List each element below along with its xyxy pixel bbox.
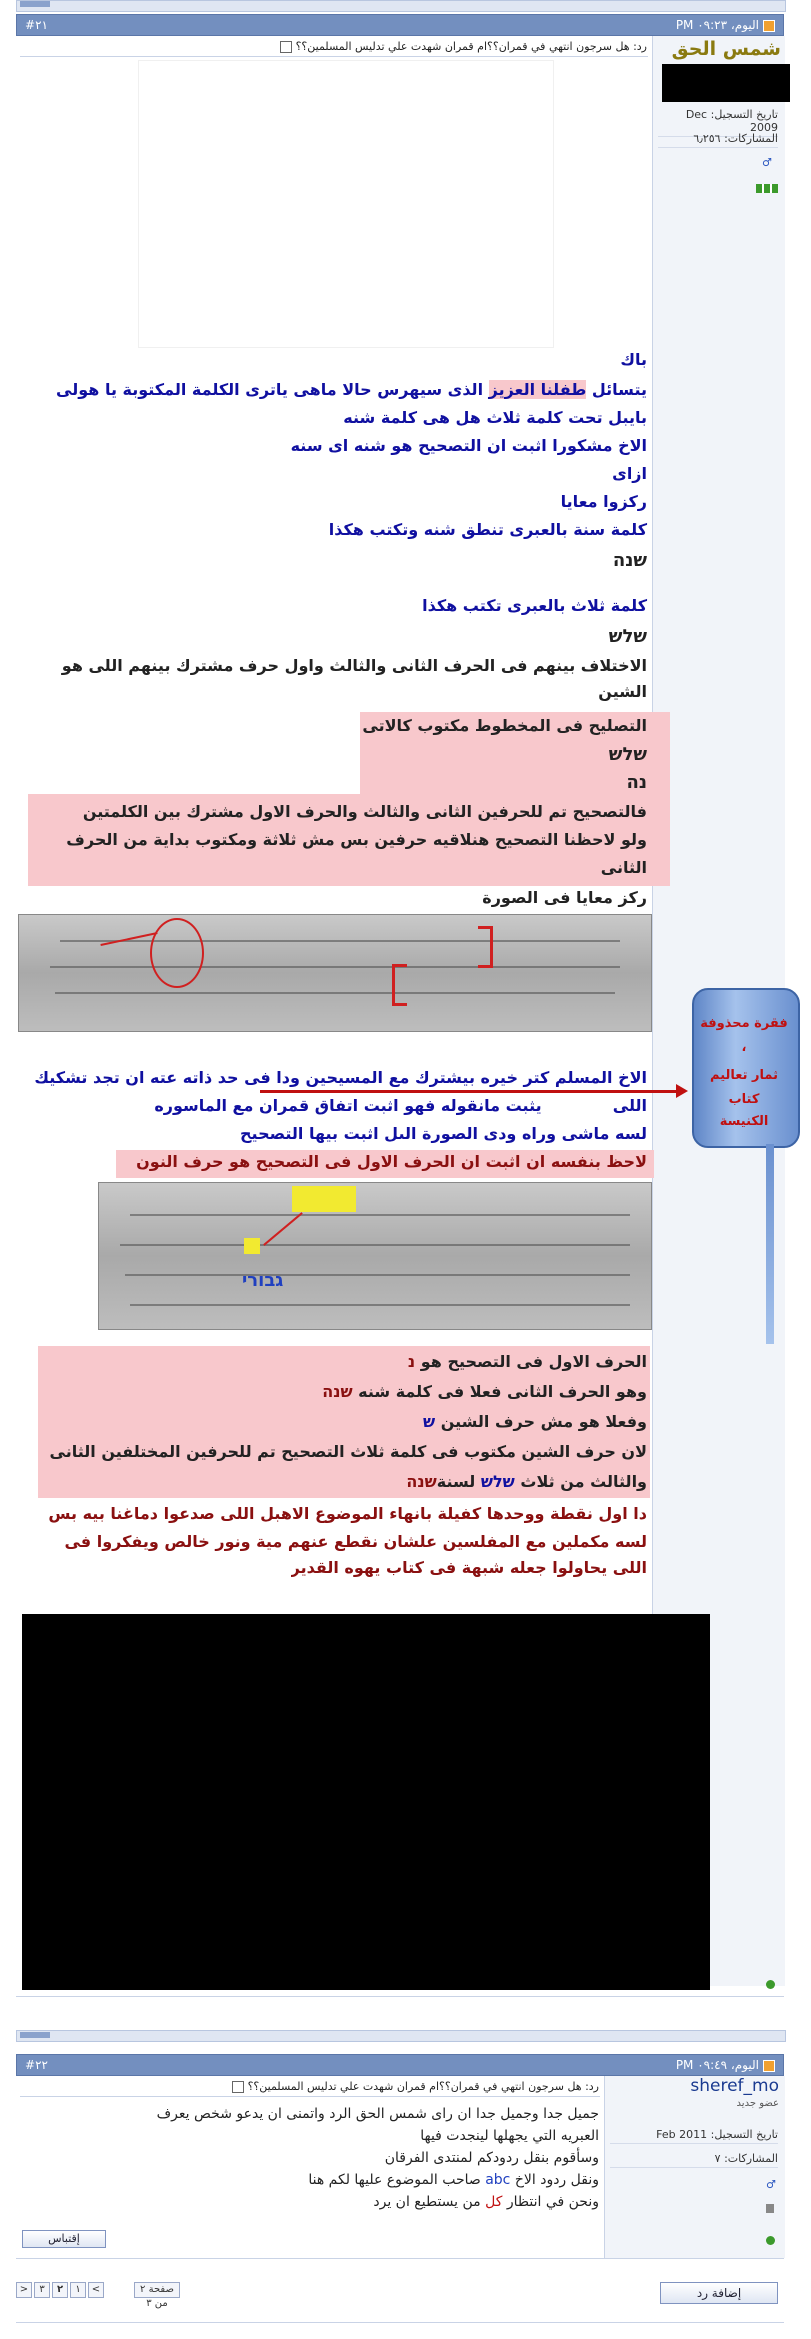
pagination-page-2[interactable]: ٢ [52, 2282, 68, 2298]
redacted-black-block [22, 1614, 710, 1990]
post-icon [763, 2060, 775, 2072]
hebrew-word: שנה [612, 550, 647, 571]
post-line: اللى يحاولوا جعله شبهة فى كتاب يهوه القدير [290, 1558, 647, 1577]
red-arrow-head [676, 1084, 688, 1098]
manuscript-image[interactable] [98, 1182, 652, 1330]
post-line: التصليح فى المخطوط مكتوب كالاتى [362, 716, 647, 735]
post-header-bar [16, 2054, 784, 2076]
post-line [406, 1472, 647, 1491]
pagination-page-1[interactable]: ١ [70, 2282, 86, 2298]
posts-value: ٦٫٢٥٦ [693, 132, 721, 145]
hebrew-word: שנה [322, 1382, 353, 1401]
quote-button-label: إقتباس [48, 2232, 80, 2245]
post-line: العبريه التي يجهلها لينجدت فيها [420, 2128, 599, 2144]
post-line: لسه ماشى وراه ودى الصورة الىل اثبت بيها التصحيح [240, 1124, 647, 1143]
top-strip-handle[interactable] [20, 1, 50, 7]
join-value: Feb 2011 [656, 2128, 708, 2141]
callout-text: فقرة محذوفة [700, 1016, 788, 1031]
post-count [610, 2150, 778, 2168]
posts-label: المشاركات: [724, 132, 778, 145]
red-bracket-marker [478, 926, 493, 968]
pagination-prev[interactable]: < [88, 2282, 104, 2298]
post-top-strip-handle[interactable] [20, 2032, 50, 2038]
hebrew-word: שלש [608, 626, 647, 647]
callout-text: كتاب [728, 1092, 760, 1107]
post-title [179, 2080, 599, 2093]
post-line-part: ونحن في انتظار [506, 2194, 599, 2210]
page-indicator: صفحة ٢ من ٣ [134, 2282, 180, 2298]
red-bracket-marker [392, 964, 407, 1006]
post-line-part: صاحب الموضوع عليها لكم هنا [308, 2172, 481, 2188]
username-link[interactable]: شمس الحق [671, 38, 781, 60]
online-status-icon [766, 2236, 775, 2245]
pagination-page-3[interactable]: ٣ [34, 2282, 50, 2298]
post-line: الاخ المسلم كتر خيره بيشترك مع المسيحين ودا فى حد ذاته عته ان تجد تشكيك [34, 1068, 647, 1087]
hebrew-label-gibori: גבורי [242, 1270, 284, 1291]
post-line [56, 380, 647, 399]
post-title-icon [280, 41, 292, 53]
gender-icon: ♂ [766, 2178, 776, 2191]
join-value: Dec 2009 [685, 108, 778, 134]
post-line: لان حرف الشين مكتوب فى كلمة ثلاث التصحيح تم للحرفين المختلفين الثانى [49, 1442, 647, 1461]
post-line: ركزوا معايا [560, 492, 647, 511]
post-number-link[interactable]: #٢٢ [25, 2058, 48, 2072]
red-arrow-line [260, 1090, 680, 1093]
post-title-icon [232, 2081, 244, 2093]
post-footer-line [16, 1996, 784, 1997]
post-line [308, 2172, 599, 2188]
post-footer-line [16, 2258, 784, 2259]
yellow-highlight-marker [292, 1186, 356, 1212]
red-circle-marker [150, 918, 204, 988]
post-line-part: abc [485, 2172, 511, 2188]
manuscript-line [130, 1214, 630, 1216]
post-date-text: اليوم، ٠٩:٤٩ PM [675, 2058, 759, 2072]
quote-button[interactable] [22, 2230, 106, 2248]
join-label: تاريخ التسجيل: [710, 2128, 778, 2141]
manuscript-line [60, 940, 620, 942]
post-header-bar [16, 14, 784, 36]
post-line [408, 1352, 647, 1371]
post-line [154, 1096, 647, 1115]
manuscript-line [130, 1304, 630, 1306]
manuscript-image[interactable] [18, 914, 652, 1032]
post-line: الاختلاف بينهم فى الحرف الثانى والثالث واول حرف مشترك بينهم اللى هو [61, 656, 647, 675]
post-line: لاحظ بنفسه ان اثبت ان الحرف الاول فى التصحيح هو حرف النون [136, 1152, 647, 1171]
manuscript-line [50, 966, 620, 968]
online-status-icon [766, 1980, 775, 1989]
post-line-part: ونقل ردود الاخ [514, 2172, 599, 2188]
callout-text: ، [741, 1040, 747, 1055]
post-line: جميل جدا وجميل جدا ان راى شمس الحق الرد واتمنى ان يدعو شخص يعرف [156, 2106, 599, 2122]
post-line: الثانى [600, 858, 647, 877]
username-link[interactable]: sheref_mo [690, 2076, 779, 2096]
avatar[interactable] [662, 64, 790, 102]
gender-icon: ♂ [762, 156, 772, 169]
post-line-part: الذى سيهرس حالا ماهى ياترى الكلمة المكتوبة يا هولى [56, 380, 484, 399]
reputation-icon [766, 2204, 774, 2213]
bottom-separator [16, 2322, 784, 2323]
post-date [676, 18, 775, 32]
join-label: تاريخ التسجيل: [710, 108, 778, 121]
post-line: وسأقوم بنقل ردودكم لمنتدى الفرقان [384, 2150, 599, 2166]
post-line: الاخ مشكورا اثبت ان التصحيح هو شنه اى سنه [290, 436, 647, 455]
post-line-part: يتسائل [591, 380, 647, 399]
post-line: لسه مكملين مع المفلسين علشان نقطع عنهم مية ونور خالص ويفكروا فى [64, 1532, 647, 1551]
post-date [676, 2058, 775, 2072]
hebrew-word: שלש [608, 744, 647, 765]
reply-button-label: إضافة رد [696, 2286, 742, 2300]
highlighted-phrase: طفلنا العزيز [488, 380, 587, 399]
post-line: دا اول نقطة ووحدها كفيلة بانهاء الموضوع الاهبل اللى صدعوا دماغنا بيه بس [48, 1504, 647, 1523]
post-line: الشين [598, 682, 647, 701]
posts-value: ٧ [714, 2152, 721, 2165]
manuscript-line [55, 992, 615, 994]
reply-button[interactable] [660, 2282, 778, 2304]
hebrew-word: שלש [480, 1472, 515, 1491]
hebrew-word: שנה [406, 1472, 437, 1491]
post-line [423, 1412, 647, 1431]
post-title [167, 40, 647, 53]
post-line [373, 2194, 599, 2210]
callout-text: الكنيسة [719, 1114, 769, 1129]
post-line: فالتصحيح تم للحرفين الثانى والثالث والحرف الاول مشترك بين الكلمتين [82, 802, 647, 821]
pagination-next[interactable]: > [16, 2282, 32, 2298]
post-line: كلمة ثلاث بالعبرى تكتب هكذا [422, 596, 647, 615]
post-number-link[interactable]: #٢١ [25, 18, 48, 32]
post-line-part: وهو الحرف الثانى فعلا فى كلمة شنه [358, 1382, 647, 1401]
post-line-part: كل [485, 2194, 503, 2210]
title-separator [20, 2096, 600, 2097]
post-line: ركز معايا فى الصورة [482, 888, 647, 907]
post-line-part: الحرف الاول فى التصحيح هو [420, 1352, 647, 1371]
hebrew-letter: ש [422, 1412, 436, 1431]
manuscript-line [120, 1244, 630, 1246]
post-line-part: من يستطيع ان يرد [373, 2194, 481, 2210]
yellow-highlight-marker [244, 1238, 260, 1254]
post-top-strip [16, 2030, 786, 2042]
post-count [658, 130, 778, 148]
callout-text: ثمار تعاليم [710, 1068, 778, 1083]
post-line: كلمة سنة بالعبرى تنطق شنه وتكتب هكذا [328, 520, 647, 539]
hebrew-letter: נ [407, 1352, 416, 1371]
embedded-image-blank [138, 60, 554, 348]
post-line-part: وفعلا هو مش حرف الشين [440, 1412, 647, 1431]
posts-label: المشاركات: [724, 2152, 778, 2165]
post-line-part: والثالث من ثلاث [520, 1472, 647, 1491]
manuscript-line [125, 1274, 630, 1276]
post-line: ولو لاحظنا التصحيح هنلاقيه حرفين بس مش ثلاثة ومكتوب بداية من الحرف [66, 830, 647, 849]
post-title-text: رد: هل سرجون انتهي في قمران؟؟ام قمران شهدت علي تدليس المسلمين؟؟ [247, 2080, 599, 2093]
post-line: بايبل تحت كلمة ثلاث هل هى كلمة شنه [343, 408, 647, 427]
post-line: باك [620, 350, 647, 369]
hebrew-word: נה [626, 772, 647, 793]
post-line [322, 1382, 647, 1401]
reputation-icon [756, 184, 778, 193]
title-separator [20, 56, 648, 57]
user-rank: عضو جديد [736, 2098, 779, 2109]
top-strip [16, 0, 786, 12]
post-line-part: اللى [612, 1096, 647, 1115]
post-date-text: اليوم، ٠٩:٢٣ PM [675, 18, 759, 32]
post-line-part: لسنة [436, 1472, 476, 1491]
post-icon [763, 20, 775, 32]
post-line: ازاى [612, 464, 647, 483]
post-title-text: رد: هل سرجون انتهي في قمران؟؟ام قمران شهدت علي تدليس المسلمين؟؟ [295, 40, 647, 53]
callout-tail [766, 1144, 774, 1344]
post-line-part: يثبت مانقوله فهو اثبت اتفاق قمران مع الماسوره [154, 1096, 542, 1115]
join-date [610, 2126, 778, 2144]
